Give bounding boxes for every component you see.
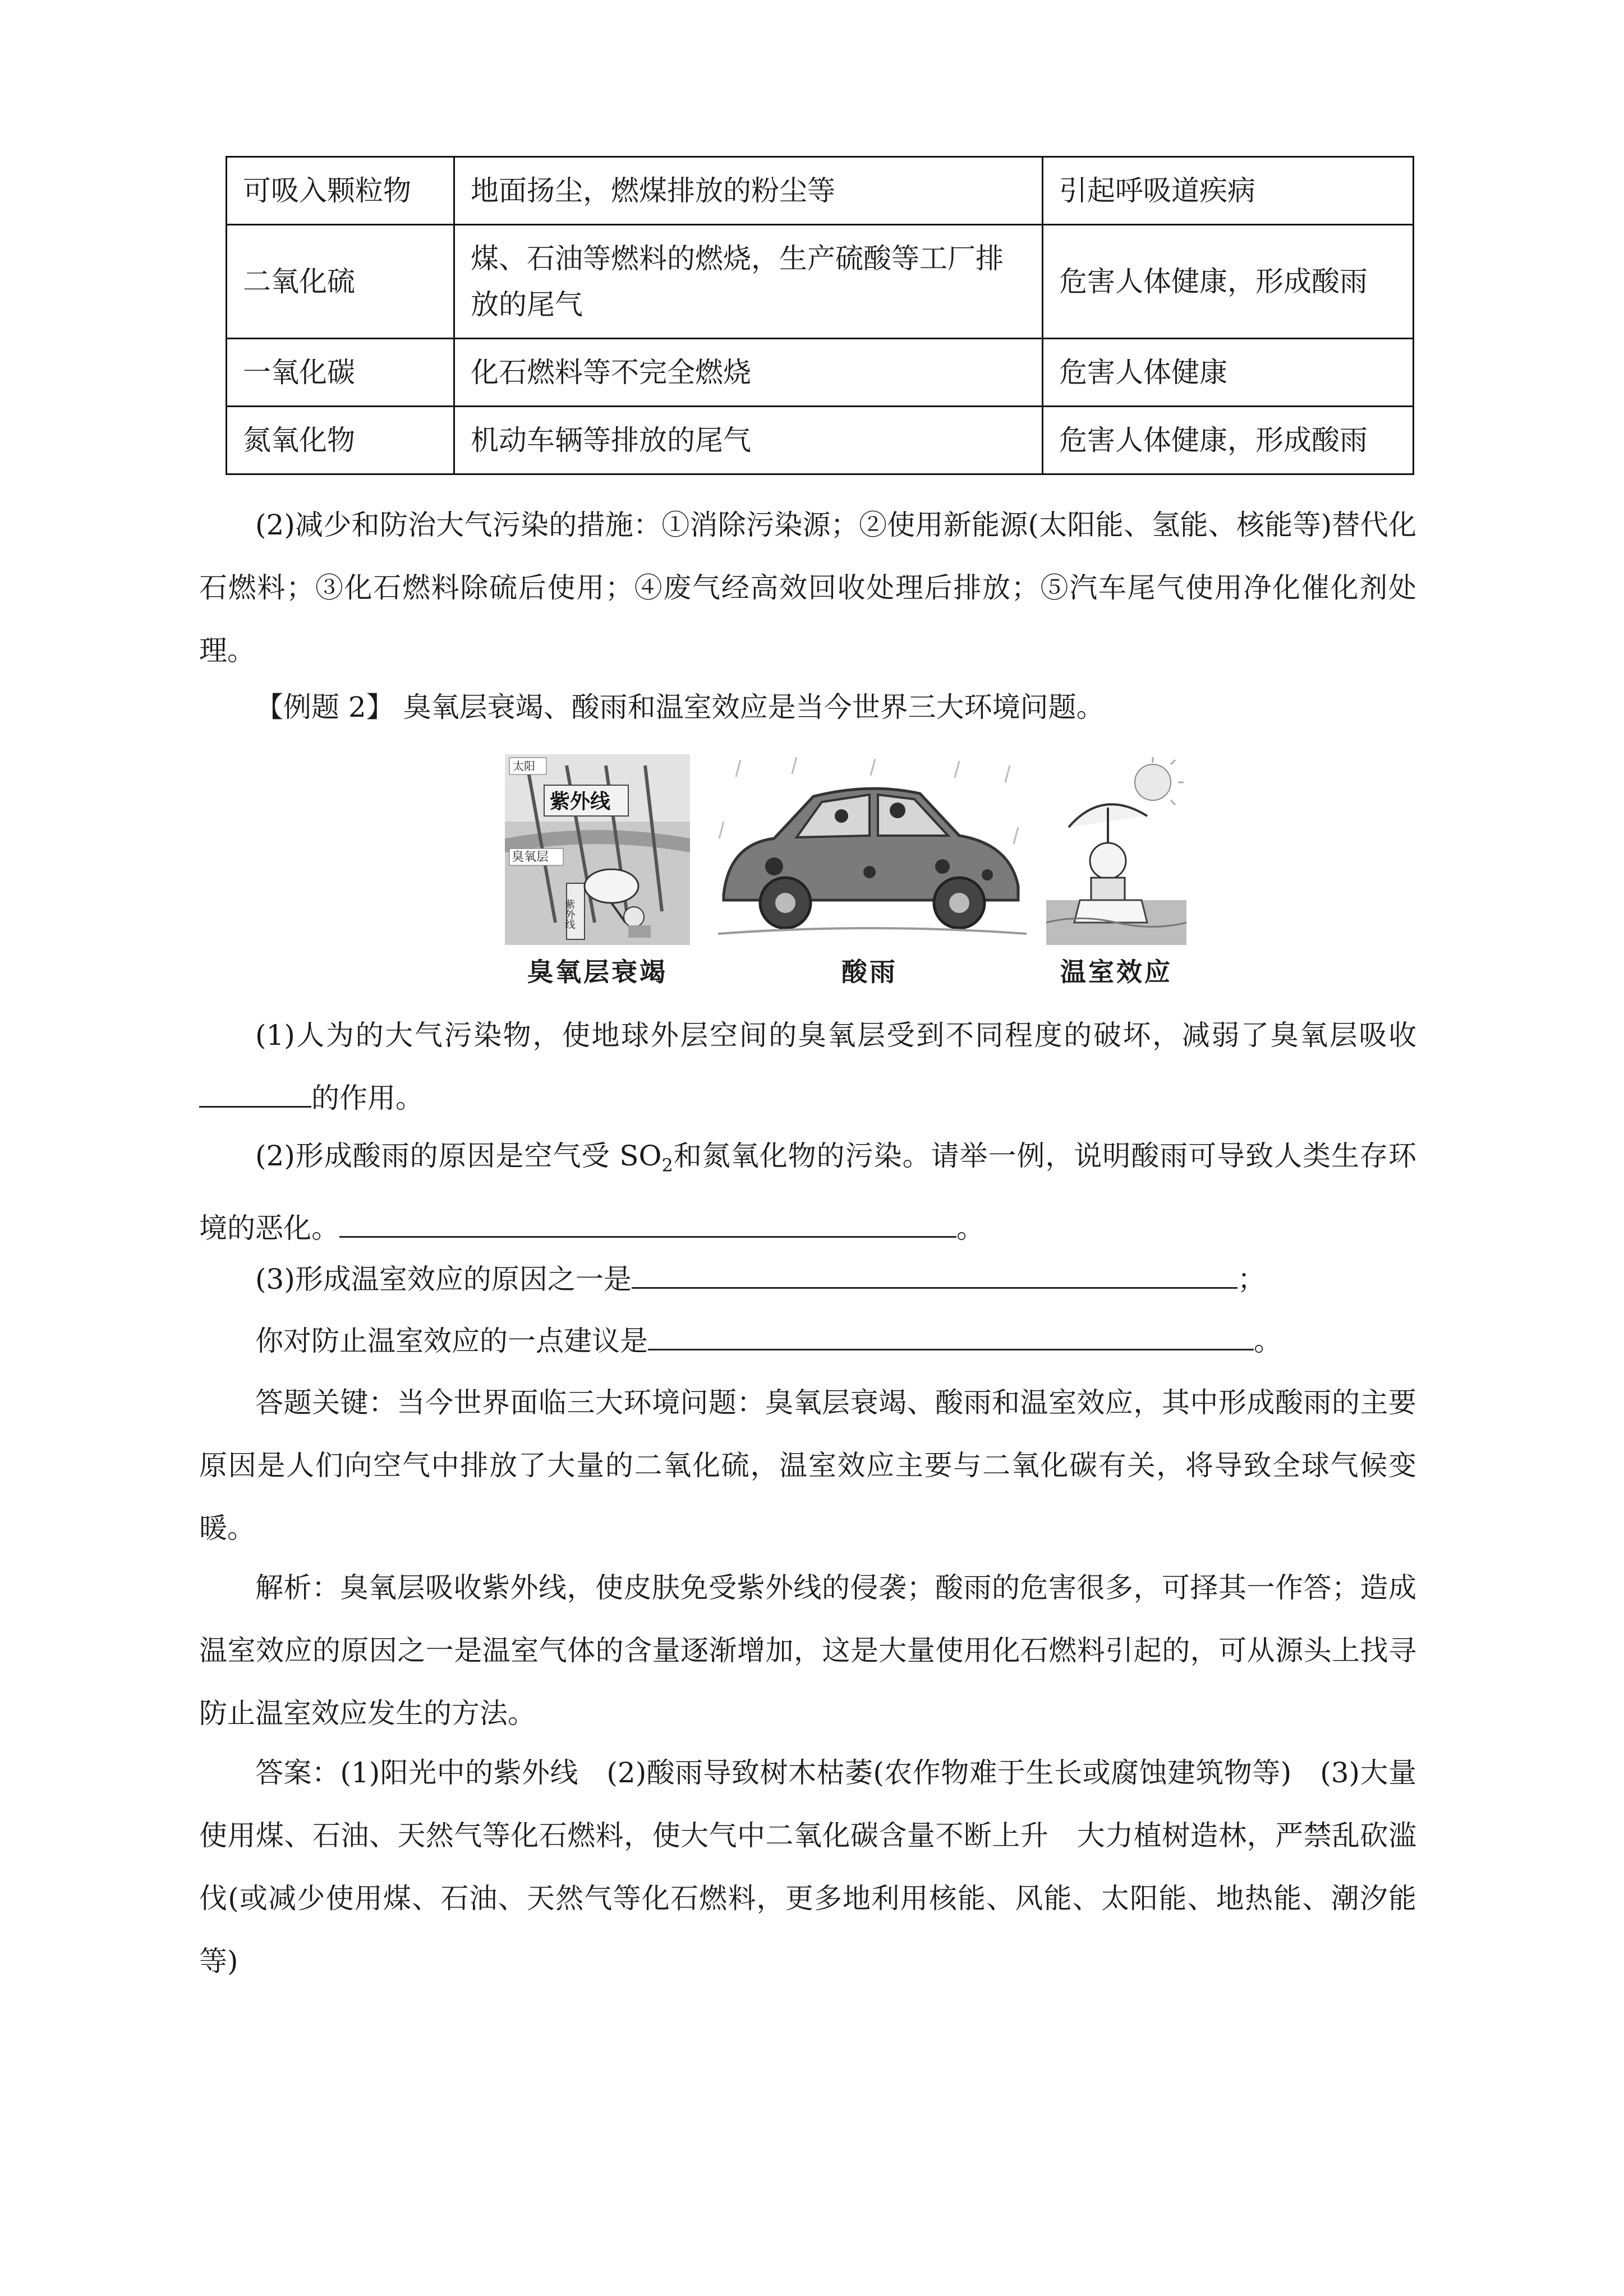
example-title: 【例题 2】: [255, 691, 394, 723]
question-3b-text: 你对防止温室效应的一点建议是: [255, 1325, 648, 1357]
figure-row: [505, 754, 1212, 990]
ozone-figure: [505, 754, 690, 987]
key-paragraph: 答题关键：当今世界面临三大环境问题：臭氧层衰竭、酸雨和温室效应，其中形成酸雨的主要原因是人们向空气中排放了大量的二氧化硫，温室效应主要与二氧化碳有关，将导致全球气候变暖。: [199, 1386, 1416, 1545]
pollutant-cell: 二氧化硫: [227, 225, 454, 339]
question-2-text: (2)形成酸雨的原因是空气受 SO: [255, 1140, 662, 1172]
harm-cell: 引起呼吸道疾病: [1043, 157, 1414, 225]
pollutant-cell: 一氧化碳: [227, 339, 454, 407]
answer-blank[interactable]: [648, 1324, 1254, 1350]
greenhouse-caption: 温室效应: [1060, 957, 1172, 987]
measures-paragraph: (2)减少和防治大气污染的措施：①消除污染源；②使用新能源(太阳能、氢能、核能等)替代化石燃料；③化石燃料除硫后使用；④废气经高效回收处理后排放；⑤汽车尾气使用净化催化剂处理。: [199, 509, 1416, 667]
question-3-text: (3)形成温室效应的原因之一是: [255, 1263, 632, 1295]
table-row: [227, 339, 1414, 407]
source-cell: 煤、石油等燃料的燃烧，生产硫酸等工厂排放的尾气: [454, 225, 1043, 339]
greenhouse-illustration: [1046, 754, 1186, 945]
harm-cell: 危害人体健康，形成酸雨: [1043, 225, 1414, 339]
table-row: [227, 157, 1414, 225]
source-cell: 机动车辆等排放的尾气: [454, 407, 1043, 474]
question-1-text: (1)人为的大气污染物，使地球外层空间的臭氧层受到不同程度的破坏，减弱了臭氧层吸收: [255, 1019, 1416, 1052]
example-text: 臭氧层衰竭、酸雨和温室效应是当今世界三大环境问题。: [403, 691, 1105, 723]
source-cell: 地面扬尘，燃煤排放的粉尘等: [454, 157, 1043, 225]
question-1-text-end: 的作用。: [311, 1082, 424, 1114]
answer-blank[interactable]: [632, 1262, 1237, 1289]
pollutant-cell: 氮氧化物: [227, 407, 454, 474]
ozone-layer-label: 臭氧层: [512, 850, 549, 864]
pollutant-cell: 可吸入颗粒物: [227, 157, 454, 225]
source-cell: 化石燃料等不完全燃烧: [454, 339, 1043, 407]
answer-blank[interactable]: [339, 1211, 956, 1238]
answer-blank[interactable]: [199, 1081, 311, 1108]
harm-cell: 危害人体健康: [1043, 339, 1414, 407]
question-3b: [199, 1310, 1416, 1372]
analysis-paragraph: 解析：臭氧层吸收紫外线，使皮肤免受紫外线的侵袭；酸雨的危害很多，可择其一作答；造成温室效应的原因之一是温室气体的含量逐渐增加，这是大量使用化石燃料引起的，可从源头上找寻防止温室效应发生的方法。: [199, 1571, 1416, 1730]
ozone-illustration: [505, 754, 690, 945]
question-3b-end: 。: [1254, 1325, 1282, 1357]
answer-paragraph: 答案：(1)阳光中的紫外线 (2)酸雨导致树木枯萎(农作物难于生长或腐蚀建筑物等) (3)大量使用煤、石油、天然气等化石燃料，使大气中二氧化碳含量不断上升 大力植树造林，严禁乱砍滥伐(或减少使用煤、石油、天然气等化石燃料，更多地利用核能、风能、太阳能、地热能、潮汐能等): [199, 1756, 1416, 1977]
example-heading: [199, 676, 1416, 739]
acid-rain-illustration: [707, 754, 1032, 945]
table-row: [227, 225, 1414, 339]
acid-rain-caption: 酸雨: [841, 957, 898, 987]
sign-label: 紫外线: [563, 899, 576, 929]
acid-rain-figure: [707, 754, 1032, 987]
greenhouse-figure: [1046, 754, 1186, 987]
question-3: [199, 1248, 1416, 1311]
so2-subscript: 2: [661, 1155, 673, 1176]
question-1: [199, 1004, 1416, 1129]
ozone-caption: 臭氧层衰竭: [527, 957, 668, 987]
question-2-text-cont: 和氮氧化物的污染。请举一例，说明酸雨可导致人类生存环境的恶化。: [199, 1140, 1417, 1244]
question-3-end: ；: [1237, 1263, 1266, 1295]
sun-label: 太阳: [513, 759, 535, 773]
question-2: [199, 1124, 1416, 1260]
pollutant-table: [226, 156, 1414, 475]
uv-label: 紫外线: [550, 790, 611, 813]
harm-cell: 危害人体健康，形成酸雨: [1043, 407, 1414, 474]
question-2-end: 。: [956, 1212, 984, 1244]
table-row: [227, 407, 1414, 474]
